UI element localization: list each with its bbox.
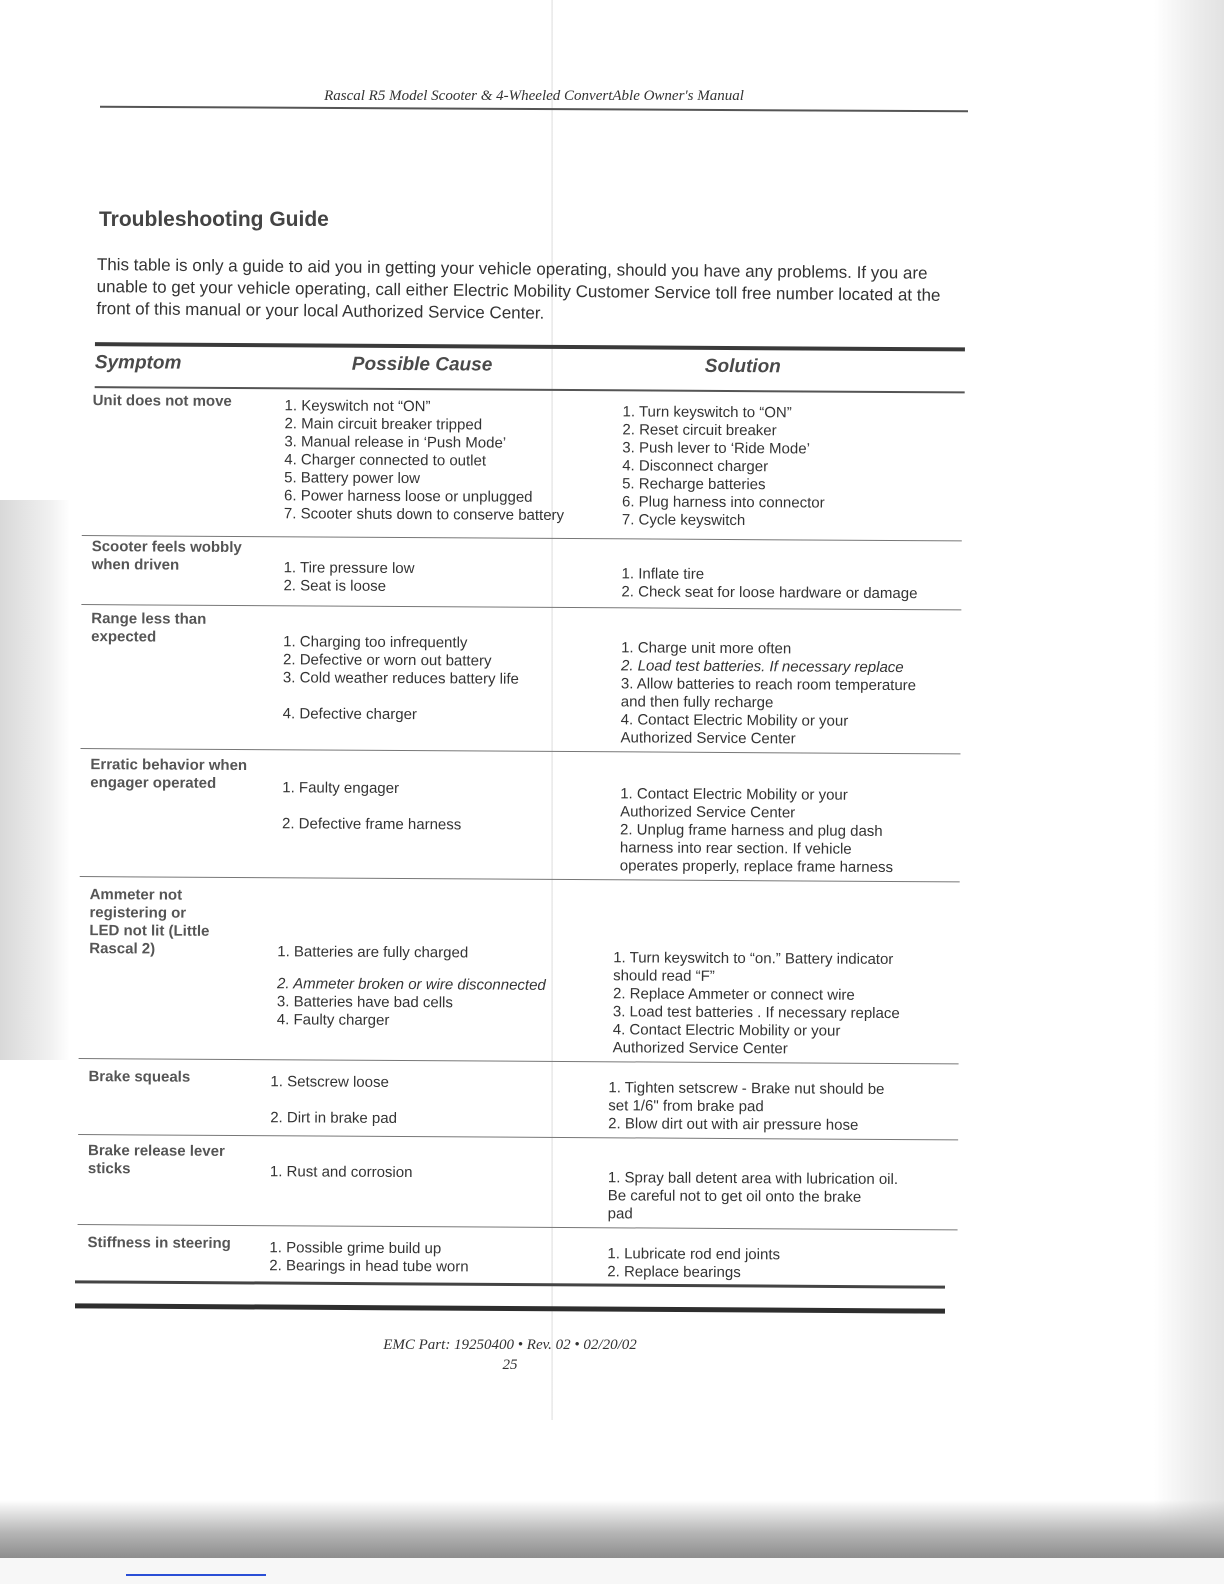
- symptom-cell: Brake squeals: [88, 1068, 191, 1086]
- solution-item: 4. Disconnect charger: [622, 457, 769, 476]
- page-title: Troubleshooting Guide: [99, 208, 329, 231]
- row-divider: [81, 604, 961, 610]
- cause-list: [283, 559, 414, 596]
- cause-item: 2. Ammeter broken or wire disconnected: [277, 975, 546, 994]
- solution-item: and then fully recharge: [620, 693, 774, 712]
- page-edge-shadow: [1154, 0, 1224, 1584]
- solution-item: 2. Reset circuit breaker: [622, 421, 777, 440]
- cause-item: 1. Batteries are fully charged: [277, 943, 469, 962]
- cause-item: 2. Bearings in head tube worn: [269, 1257, 469, 1276]
- table-row: [70, 1142, 960, 1223]
- row-divider: [80, 748, 960, 754]
- column-header-symptom: Symptom: [94, 352, 182, 374]
- cause-list: [269, 1239, 469, 1276]
- solution-list: [608, 1079, 884, 1135]
- solution-item: Be careful not to get oil onto the brake: [607, 1187, 862, 1206]
- solution-item: should read “F”: [613, 967, 715, 985]
- intro-paragraph: This table is only a guide to aid you in getting your vehicle operating, should you have any problems. If you are unable to get your vehicle operating, call either Electric Mobility Customer Service toll free number located at the front of this manual or your local Authorized Service Center.: [96, 254, 941, 323]
- cause-item: 3. Manual release in ‘Push Mode’: [284, 433, 507, 452]
- cause-item: 4. Charger connected to outlet: [284, 451, 487, 470]
- symptom-cell: Stiffness in steering: [87, 1234, 231, 1252]
- solution-item: 2. Check seat for loose hardware or damage: [621, 583, 918, 603]
- cause-list: [284, 397, 565, 525]
- cause-item: 2. Seat is loose: [283, 577, 387, 595]
- solution-item: 1. Spray ball detent area with lubrication oil.: [607, 1169, 899, 1189]
- solution-list: [621, 565, 917, 603]
- symptom-cell: Range less than expected: [91, 610, 207, 646]
- cause-item: 2. Main circuit breaker tripped: [284, 415, 483, 434]
- solution-item: 3. Load test batteries . If necessary replace: [612, 1003, 900, 1023]
- cause-item: 1. Faulty engager: [282, 779, 400, 797]
- symptom-cell: Scooter feels wobbly when driven: [91, 538, 242, 574]
- table-row: [72, 756, 962, 877]
- solution-item: 5. Recharge batteries: [622, 475, 766, 494]
- cause-item: 1. Keyswitch not “ON”: [284, 397, 431, 416]
- solution-item: Authorized Service Center: [620, 729, 796, 748]
- scan-bottom-strip: [0, 1558, 1224, 1584]
- cause-item: 2. Dirt in brake pad: [270, 1109, 398, 1127]
- solution-list: [613, 949, 900, 1059]
- cause-list: [270, 1163, 413, 1182]
- cause-list: [270, 1073, 397, 1128]
- solution-item: operates properly, replace frame harness: [619, 857, 894, 877]
- header-divider: [100, 106, 968, 113]
- cause-item: 5. Battery power low: [284, 469, 421, 488]
- symptom-cell: Ammeter not registering or LED not lit (Little Rascal 2): [89, 886, 210, 958]
- solution-item: 1. Charge unit more often: [621, 639, 792, 658]
- solution-item: 1. Contact Electric Mobility or your: [620, 785, 848, 804]
- solution-item: 1. Inflate tire: [621, 565, 705, 583]
- page-edge-shadow-left: [0, 500, 70, 1060]
- cause-item: 2. Defective or worn out battery: [282, 651, 492, 670]
- solution-list: [620, 785, 894, 877]
- solution-item: harness into rear section. If vehicle: [619, 839, 852, 858]
- solution-item: 2. Blow dirt out with air pressure hose: [608, 1115, 859, 1134]
- cause-item: 1. Tire pressure low: [283, 559, 415, 578]
- solution-item: 1. Turn keyswitch to “ON”: [622, 403, 792, 422]
- solution-item: 1. Lubricate rod end joints: [607, 1245, 781, 1264]
- cause-item: 1. Possible grime build up: [269, 1239, 442, 1258]
- cause-item: 1. Charging too infrequently: [283, 633, 468, 652]
- table-row: [71, 1068, 961, 1134]
- symptom-cell: Erratic behavior when engager operated: [90, 756, 248, 792]
- row-divider: [78, 1224, 958, 1230]
- cause-item: 1. Setscrew loose: [270, 1073, 389, 1091]
- cause-list: [283, 633, 520, 724]
- cause-item: 3. Cold weather reduces battery life: [282, 669, 519, 688]
- symptom-cell: Unit does not move: [92, 392, 232, 410]
- solution-item: 1. Tighten setscrew - Brake nut should be: [608, 1079, 885, 1098]
- cause-item: 4. Faulty charger: [276, 1011, 390, 1029]
- table-row: [70, 1234, 960, 1282]
- solution-item: 2. Load test batteries. If necessary replace: [620, 657, 904, 677]
- column-header-solution: Solution: [704, 355, 781, 378]
- cause-list: [282, 779, 462, 834]
- cause-list: [277, 943, 546, 1031]
- page-number: 25: [502, 1357, 518, 1373]
- solution-item: 1. Turn keyswitch to “on.” Battery indicator: [613, 949, 894, 969]
- solution-list: [621, 639, 917, 749]
- solution-item: 4. Contact Electric Mobility or your: [620, 711, 849, 730]
- cause-item: 7. Scooter shuts down to conserve battery: [283, 505, 565, 524]
- solution-item: Authorized Service Center: [612, 1039, 788, 1058]
- solution-item: pad: [607, 1205, 633, 1223]
- solution-item: 2. Replace bearings: [607, 1263, 741, 1282]
- solution-item: 6. Plug harness into connector: [621, 493, 825, 512]
- cause-item: 1. Rust and corrosion: [269, 1163, 413, 1182]
- cause-item: 4. Defective charger: [282, 705, 417, 724]
- table-row: [73, 610, 963, 748]
- scan-artifact-line: [126, 1574, 266, 1576]
- solution-item: 3. Allow batteries to reach room temperature: [620, 675, 917, 695]
- scan-bottom-shadow: [0, 1500, 1224, 1560]
- solution-item: 7. Cycle keyswitch: [621, 511, 746, 530]
- table-row: [72, 886, 962, 1058]
- solution-list: [608, 1169, 898, 1225]
- solution-item: 3. Push lever to ‘Ride Mode’: [622, 439, 810, 458]
- solution-item: 4. Contact Electric Mobility or your: [612, 1021, 841, 1040]
- troubleshooting-table: [69, 338, 965, 1298]
- row-divider: [78, 1134, 958, 1140]
- column-header-cause: Possible Cause: [351, 353, 493, 376]
- row-divider: [80, 876, 960, 882]
- cause-item: 3. Batteries have bad cells: [276, 993, 453, 1012]
- cause-item: 2. Defective frame harness: [281, 815, 462, 834]
- solution-item: set 1/6" from brake pad: [608, 1097, 764, 1116]
- solution-item: Authorized Service Center: [620, 803, 796, 822]
- footer-part-number: EMC Part: 19250400 • Rev. 02 • 02/20/02: [383, 1337, 637, 1353]
- row-divider: [79, 1058, 959, 1064]
- solution-item: 2. Replace Ammeter or connect wire: [612, 985, 855, 1004]
- solution-list: [622, 403, 825, 530]
- manual-header-title: Rascal R5 Model Scooter & 4-Wheeled ConvertAble Owner's Manual: [324, 88, 744, 104]
- cause-item: 6. Power harness loose or unplugged: [283, 487, 533, 506]
- solution-list: [607, 1245, 780, 1282]
- solution-item: 2. Unplug frame harness and plug dash: [619, 821, 883, 840]
- footer-divider: [75, 1303, 945, 1313]
- symptom-cell: Brake release lever sticks: [87, 1142, 225, 1178]
